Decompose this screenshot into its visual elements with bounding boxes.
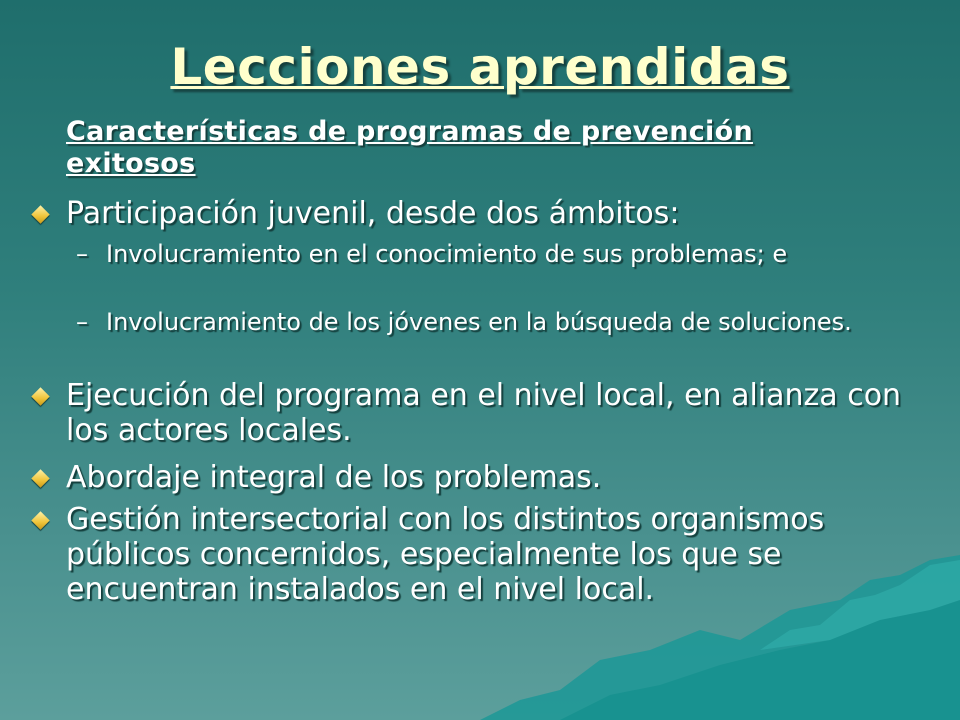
dash-bullet-icon: – bbox=[76, 308, 88, 336]
bullet-text: Ejecución del programa en el nivel local, en alianza con los actores locales. bbox=[66, 378, 902, 448]
bullet-item bbox=[30, 378, 930, 448]
diamond-bullet-icon bbox=[31, 511, 49, 529]
slide-subtitle: Características de programas de prevención exitosos bbox=[66, 116, 753, 179]
sub-bullet-item bbox=[76, 240, 936, 269]
dash-bullet-icon: – bbox=[76, 240, 88, 268]
bullet-text: Gestión intersectorial con los distintos organismos públicos concernidos, especialmente los que se encuentran instalados en el nivel local. bbox=[66, 502, 825, 607]
diamond-bullet-icon bbox=[31, 387, 49, 405]
bullet-item bbox=[30, 502, 930, 607]
bullet-item bbox=[30, 460, 930, 495]
sub-bullet-item bbox=[76, 308, 936, 337]
diamond-bullet-icon bbox=[31, 205, 49, 223]
sub-bullet-text: Involucramiento en el conocimiento de sus problemas; e bbox=[106, 240, 788, 268]
slide-title: Lecciones aprendidas bbox=[170, 38, 790, 96]
bullet-text: Abordaje integral de los problemas. bbox=[66, 460, 602, 495]
bullet-item bbox=[30, 196, 930, 231]
diamond-bullet-icon bbox=[31, 469, 49, 487]
bullet-text: Participación juvenil, desde dos ámbitos: bbox=[66, 196, 680, 231]
sub-bullet-text: Involucramiento de los jóvenes en la búsqueda de soluciones. bbox=[106, 308, 852, 336]
